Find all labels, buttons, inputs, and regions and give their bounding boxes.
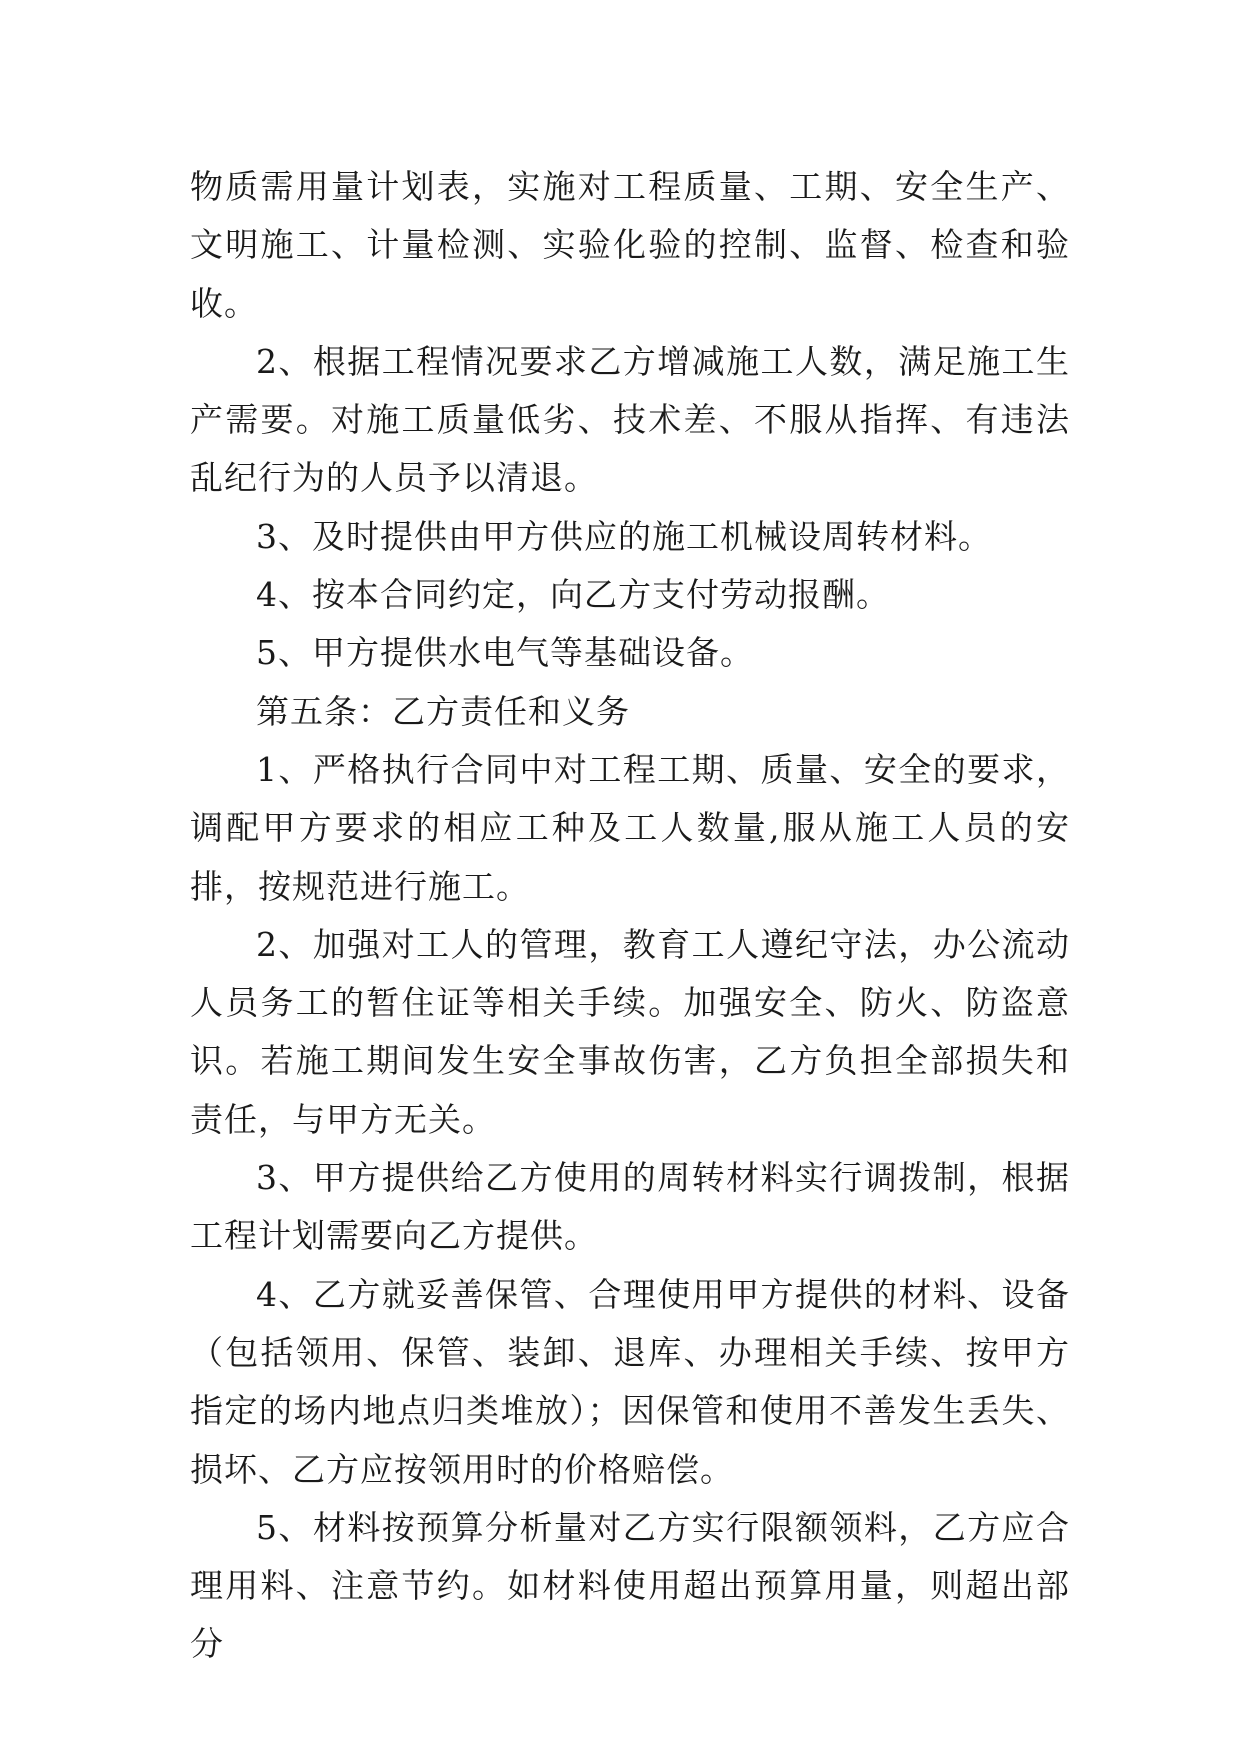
section-heading: 第五条：乙方责任和义务 bbox=[256, 691, 630, 731]
paragraph-item-4: 4、按本合同约定，向乙方支付劳动报酬。 bbox=[256, 575, 890, 615]
paragraph-item-3: 3、及时提供由甲方供应的施工机械设周转材料。 bbox=[256, 516, 992, 556]
paragraph-continuation: 物质需用量计划表，实施对工程质量、工期、安全生产、文明施工、计量检测、实验化验的控制、监督、检查和验收。 bbox=[190, 167, 1070, 323]
paragraph-item-5: 5、甲方提供水电气等基础设备。 bbox=[256, 633, 754, 673]
paragraph-item-4: 4、乙方就妥善保管、合理使用甲方提供的材料、设备（包括领用、保管、装卸、退库、办理相关手续、按甲方指定的场内地点归类堆放）；因保管和使用不善发生丢失、损坏、乙方应按领用时的价格赔偿。 bbox=[190, 1274, 1070, 1489]
document-body bbox=[190, 158, 1070, 1674]
paragraph-item-2: 2、根据工程情况要求乙方增减施工人数，满足施工生产需要。对施工质量低劣、技术差、不服从指挥、有违法乱纪行为的人员予以清退。 bbox=[190, 341, 1070, 498]
paragraph-item-2: 2、加强对工人的管理，教育工人遵纪守法，办公流动人员务工的暂住证等相关手续。加强安全、防火、防盗意识。若施工期间发生安全事故伤害，乙方负担全部损失和责任，与甲方无关。 bbox=[190, 924, 1070, 1139]
paragraph-item-3: 3、甲方提供给乙方使用的周转材料实行调拨制，根据工程计划需要向乙方提供。 bbox=[190, 1158, 1070, 1256]
paragraph-item-1: 1、严格执行合同中对工程工期、质量、安全的要求，调配甲方要求的相应工种及工人数量,服从施工人员的安排，按规范进行施工。 bbox=[190, 749, 1070, 906]
paragraph-item-5: 5、材料按预算分析量对乙方实行限额领料，乙方应合理用料、注意节约。如材料使用超出预算用量，则超出部分 bbox=[190, 1507, 1070, 1664]
